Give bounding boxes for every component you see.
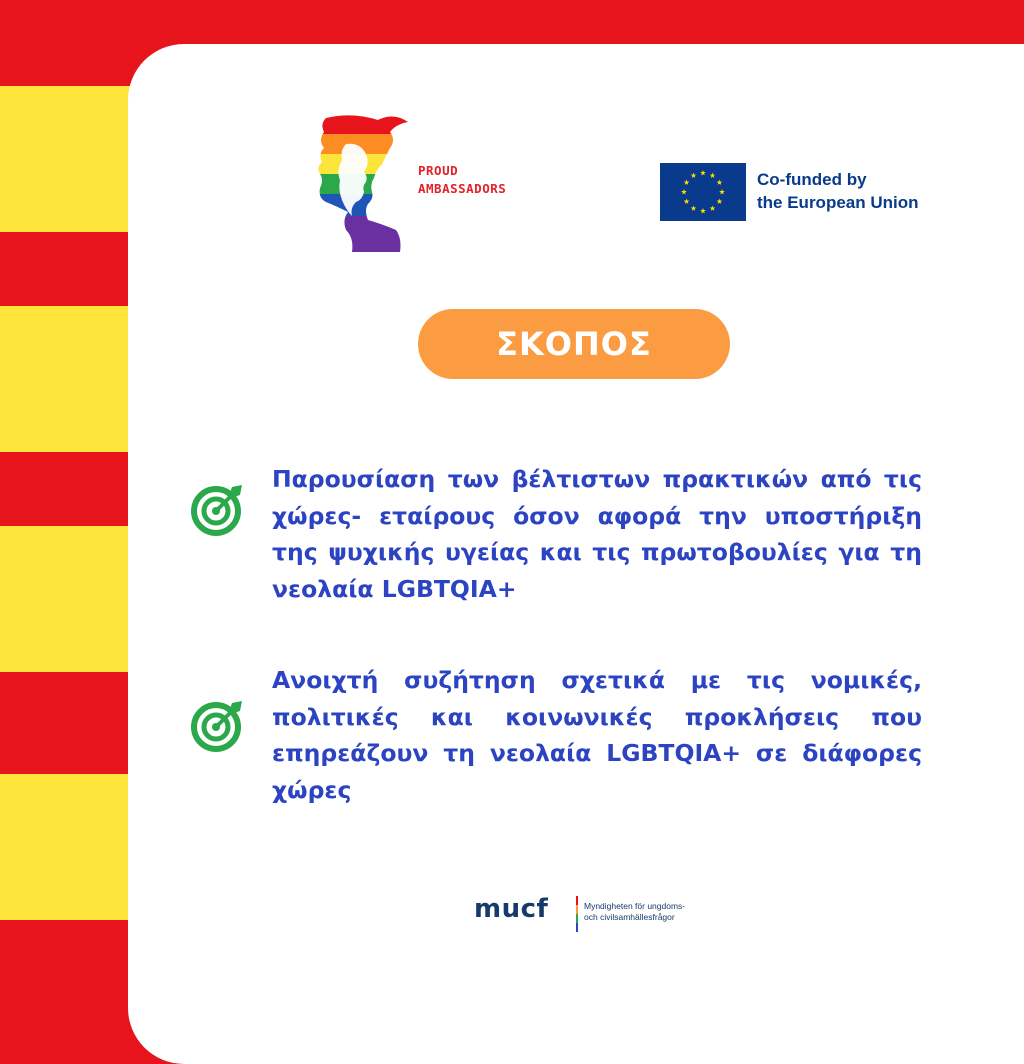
footer-logo-subtitle: [584, 901, 685, 923]
partner-logo-line1: PROUD: [418, 163, 459, 178]
rainbow-profile-icon: [312, 110, 412, 252]
bullet-text-1: Παρουσίαση των βέλτιστων πρακτικών από τις χώρες- εταίρους όσον αφορά την υποστήριξη της ψυχικής υγείας και τις πρωτοβουλίες για τη νεολαία LGBTQIA+: [272, 465, 922, 603]
footer-logo-line1: Myndigheten för ungdoms-: [584, 901, 686, 911]
footer-logo-word: mucf: [474, 894, 549, 924]
footer-logo-divider: [576, 896, 578, 932]
eu-logo-line1: Co-funded by: [757, 170, 867, 189]
partner-logo-line2: AMBASSADORS: [418, 181, 507, 196]
eu-flag-icon: [660, 163, 746, 221]
eu-logo-line2: the European Union: [757, 193, 919, 212]
section-title: ΣΚΟΠΟΣ: [418, 309, 730, 379]
target-arrow-icon: [190, 697, 246, 753]
footer-logo-line2: och civilsamhällesfrågor: [584, 912, 675, 922]
target-arrow-icon: [190, 481, 246, 537]
partner-logo-text: [418, 162, 506, 198]
eu-logo-text: [757, 168, 919, 214]
bullet-text-2: Ανοιχτή συζήτηση σχετικά με τις νομικές, πολιτικές και κοινωνικές προκλήσεις που επηρεάζουν τη νεολαία LGBTQIA+ σε διάφορες χώρες: [272, 666, 922, 804]
